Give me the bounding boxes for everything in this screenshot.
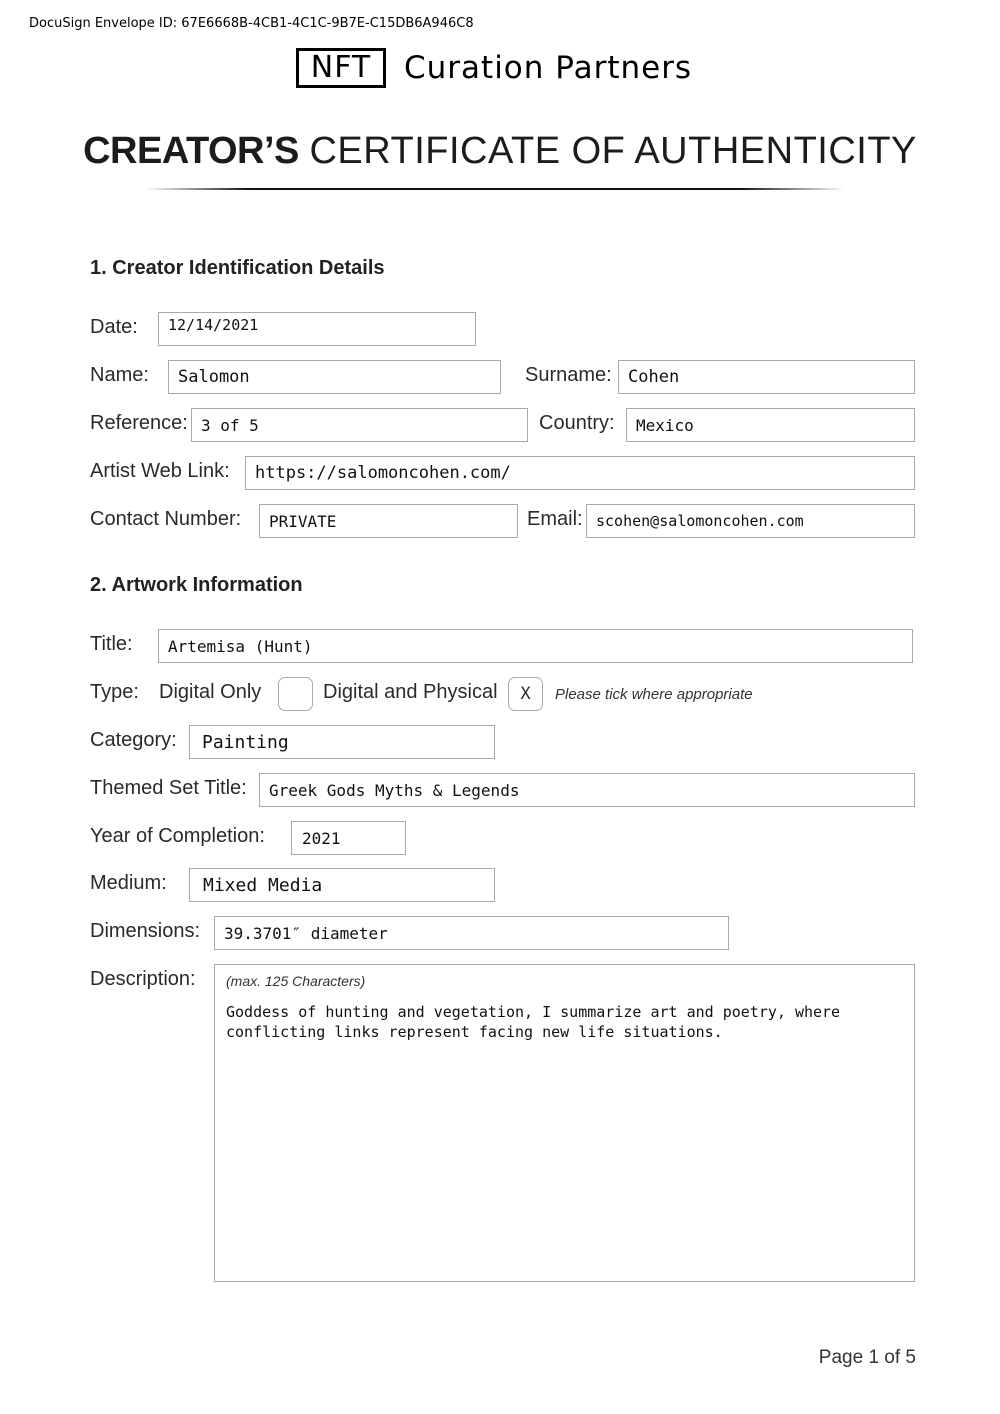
dimensions-label: Dimensions: [90,920,201,942]
type-label: Type: [90,681,139,703]
certificate-title [0,130,1000,173]
reference-label: Reference: [90,412,188,434]
reference-field[interactable]: 3 of 5 [191,408,528,442]
description-label: Description: [90,968,196,990]
title-bold: CREATOR’S [83,130,299,172]
country-label: Country: [539,412,615,434]
medium-field[interactable]: Mixed Media [189,868,495,902]
name-label: Name: [90,364,149,386]
category-label: Category: [90,729,177,751]
weblink-field[interactable]: https://salomoncohen.com/ [245,456,915,490]
title-divider [145,188,845,190]
brand-name: Curation Partners [404,50,693,86]
type-hint: Please tick where appropriate [555,686,753,703]
date-field[interactable]: 12/14/2021 [158,312,476,346]
description-hint: (max. 125 Characters) [226,973,366,989]
year-label: Year of Completion: [90,825,265,847]
title-label: Title: [90,633,133,655]
medium-label: Medium: [90,872,167,894]
artwork-title-field[interactable]: Artemisa (Hunt) [158,629,913,663]
dimensions-field[interactable]: 39.3701″ diameter [214,916,729,950]
nft-logo-box: NFT [296,48,386,88]
themed-set-label: Themed Set Title: [90,777,247,799]
page-number: Page 1 of 5 [818,1347,916,1368]
category-field[interactable]: Painting [189,725,495,759]
description-field[interactable] [214,964,915,1282]
contact-field[interactable]: PRIVATE [259,504,518,538]
email-label: Email: [527,508,583,530]
email-field[interactable]: scohen@salomoncohen.com [586,504,915,538]
digital-only-checkbox[interactable] [278,677,313,711]
country-field[interactable]: Mexico [626,408,915,442]
date-label: Date: [90,316,138,338]
name-field[interactable]: Salomon [168,360,501,394]
surname-field[interactable]: Cohen [618,360,915,394]
type-digital-physical-label: Digital and Physical [323,681,498,703]
description-text: Goddess of hunting and vegetation, I summarize art and poetry, where conflicting links represent facing new life situations. [226,1003,841,1041]
type-digital-only-label: Digital Only [159,681,262,703]
contact-label: Contact Number: [90,508,242,530]
title-rest: CERTIFICATE OF AUTHENTICITY [309,130,917,172]
surname-label: Surname: [525,364,612,386]
docusign-envelope-id: DocuSign Envelope ID: 67E6668B-4CB1-4C1C-9B7E-C15DB6A946C8 [29,16,474,31]
brand-logo [296,47,692,89]
themed-set-field[interactable]: Greek Gods Myths & Legends [259,773,915,807]
year-field[interactable]: 2021 [291,821,406,855]
digital-physical-checkbox[interactable]: X [508,677,543,711]
section-artwork-heading: 2. Artwork Information [90,574,303,596]
weblink-label: Artist Web Link: [90,460,230,482]
section-creator-heading: 1. Creator Identification Details [90,257,385,279]
